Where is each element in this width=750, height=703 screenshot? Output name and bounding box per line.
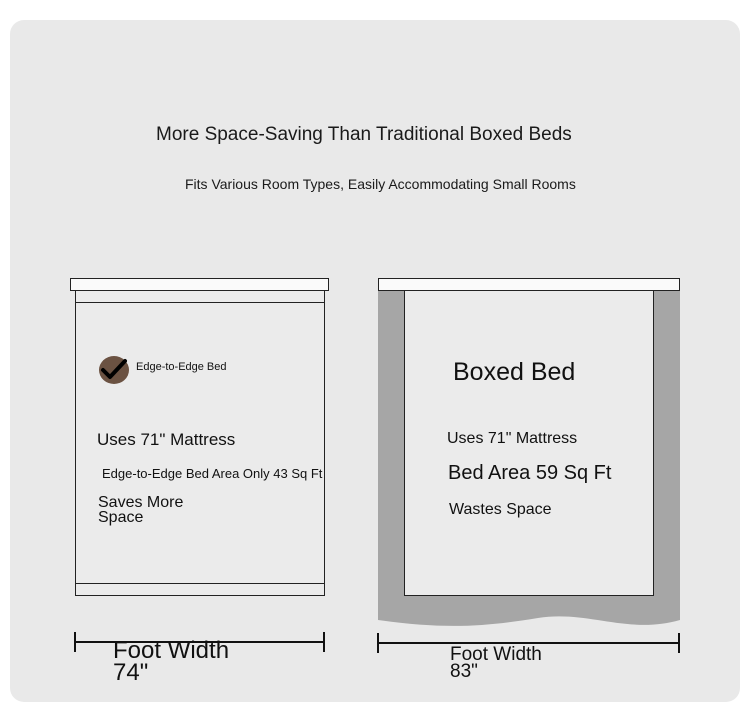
boxed-bed-area: Bed Area 59 Sq Ft xyxy=(448,462,612,484)
right-width-tick-start xyxy=(377,633,379,653)
right-width-label xyxy=(450,646,590,680)
edge-bed-feature-label: Edge-to-Edge Bed xyxy=(136,361,227,373)
left-width-label-line2: 74" xyxy=(113,659,149,686)
left-width-label xyxy=(113,637,273,686)
edge-bed-mattress: Uses 71" Mattress xyxy=(97,430,236,449)
right-width-label-line2: 83" xyxy=(450,661,478,682)
edge-bed-benefit xyxy=(98,495,208,525)
left-width-tick-end xyxy=(323,632,325,652)
edge-bed-benefit-line2: Space xyxy=(98,509,144,526)
left-width-tick-start xyxy=(74,632,76,652)
left-width-label-line1: Foot Width xyxy=(113,637,230,664)
edge-bed-bottom-band xyxy=(75,583,325,584)
edge-bed-top-band xyxy=(75,302,325,303)
page-title: More Space-Saving Than Traditional Boxed Beds xyxy=(156,124,572,145)
checkmark-icon xyxy=(99,356,129,384)
boxed-bed-drawback: Wastes Space xyxy=(449,501,552,518)
right-width-label-line1: Foot Width xyxy=(450,644,542,665)
right-width-tick-end xyxy=(678,633,680,653)
boxed-bed-title: Boxed Bed xyxy=(453,358,576,386)
edge-bed-benefit-line1: Saves More xyxy=(98,494,184,511)
page-subtitle: Fits Various Room Types, Easily Accommodating Small Rooms xyxy=(185,176,576,192)
edge-bed-area: Edge-to-Edge Bed Area Only 43 Sq Ft xyxy=(102,466,323,481)
boxed-bed-mattress: Uses 71" Mattress xyxy=(447,430,578,447)
